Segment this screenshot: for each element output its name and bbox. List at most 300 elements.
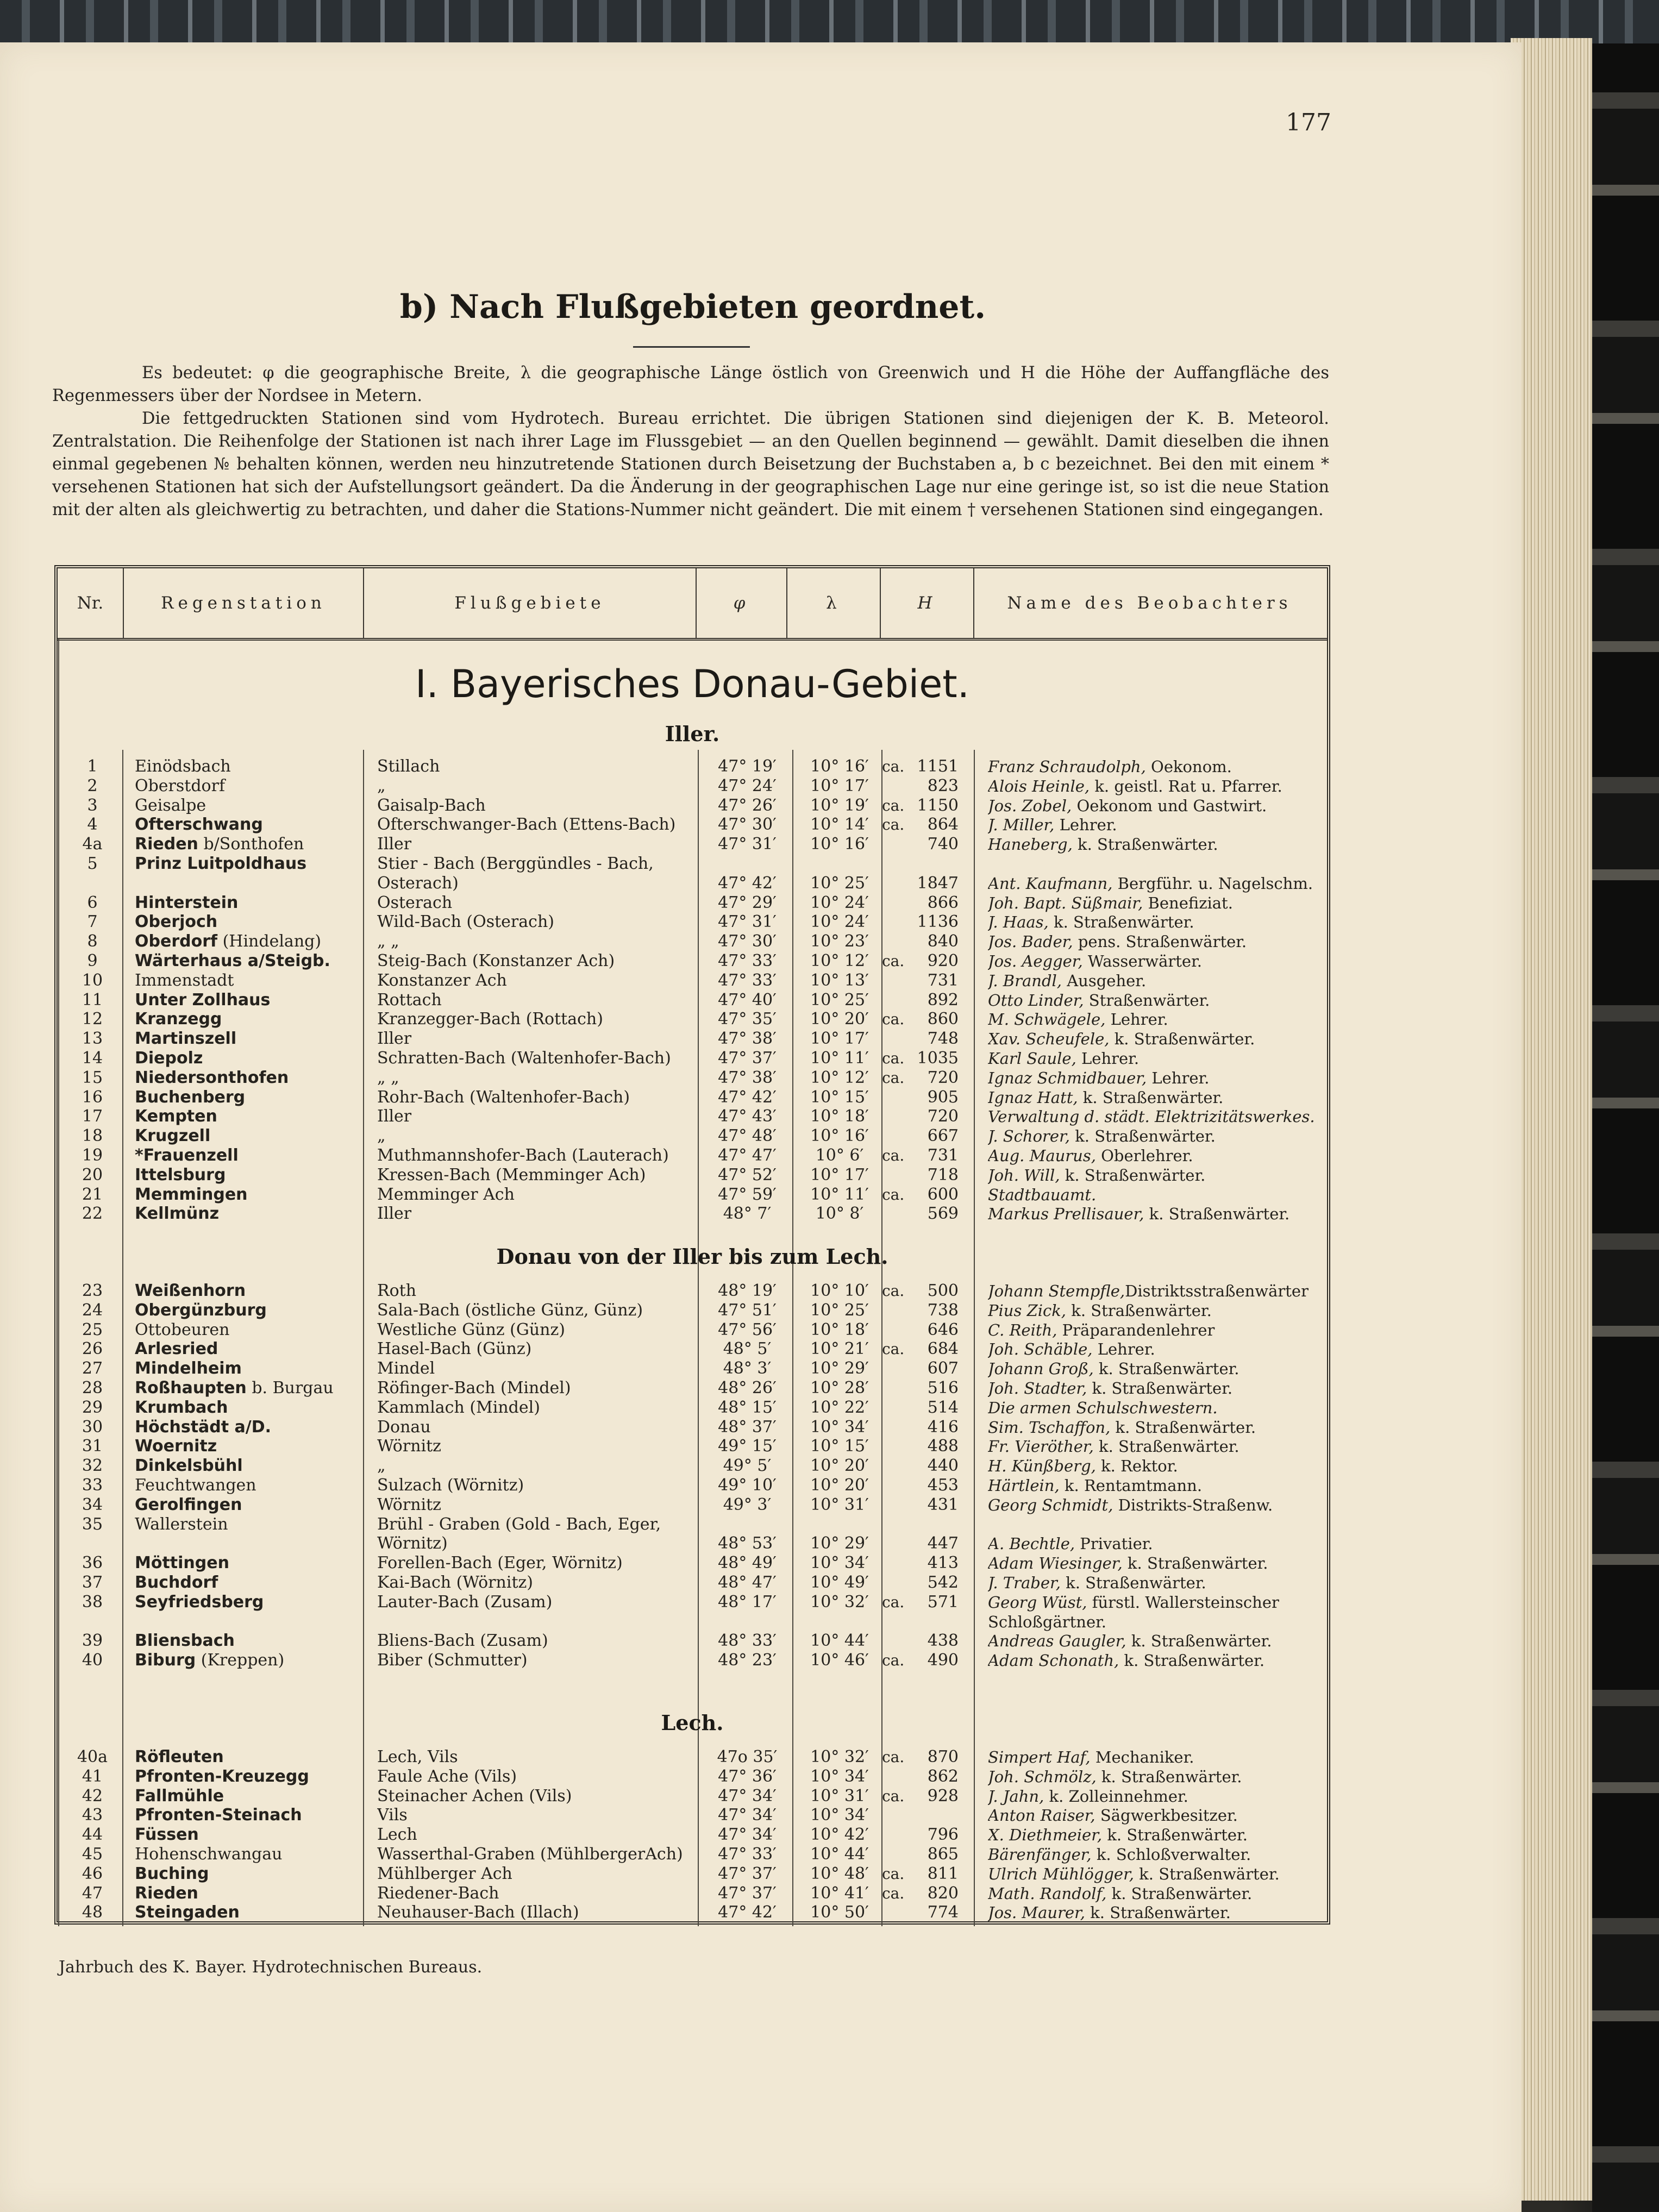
observer	[988, 835, 1336, 854]
station-number: 40a	[77, 1747, 108, 1766]
observer-name: A. Bechtle,	[988, 1534, 1075, 1553]
latitude: 49° 15′	[718, 1437, 777, 1456]
station-name-suffix: b. Burgau	[246, 1378, 334, 1398]
river-basin: Wörnitz)	[377, 1534, 448, 1553]
river-basin: Lech, Vils	[377, 1747, 458, 1766]
table-row	[0, 796, 1326, 816]
station-name-text: Bliensbach	[135, 1631, 235, 1651]
observer	[988, 1534, 1336, 1553]
observer-name: J. Jahn,	[988, 1787, 1044, 1806]
station-name	[135, 893, 363, 913]
observer-role: Oekonom.	[1145, 757, 1232, 776]
observer	[988, 951, 1336, 971]
river-basin: Osterach)	[377, 873, 459, 893]
observer-role: k. Straßenwärter.	[1144, 1205, 1290, 1224]
station-name	[135, 1787, 363, 1806]
table-row	[0, 1146, 1326, 1165]
station-name	[135, 1010, 363, 1029]
height: 1150	[917, 795, 959, 815]
latitude: 49° 10′	[718, 1476, 777, 1495]
height: 490	[927, 1651, 959, 1670]
river-basin: Memminger Ach	[377, 1185, 515, 1204]
observer-name: Otto Linder,	[988, 991, 1084, 1010]
table-row	[0, 991, 1326, 1010]
table-row	[0, 1456, 1326, 1476]
table-row	[0, 1010, 1326, 1029]
table-row	[0, 1418, 1326, 1437]
station-name-text: Gerolfingen	[135, 1495, 242, 1514]
observer-name: X. Diethmeier,	[988, 1826, 1103, 1845]
height: 488	[927, 1437, 959, 1456]
station-name	[135, 1515, 363, 1534]
river-basin: Steig-Bach (Konstanzer Ach)	[377, 951, 615, 970]
height: 892	[927, 990, 959, 1010]
observer	[988, 1359, 1336, 1378]
river-basin: Sulzach (Wörnitz)	[377, 1476, 524, 1495]
station-name-text: Röfleuten	[135, 1747, 224, 1766]
station-name-text: Oberjoch	[135, 912, 218, 932]
station-number: 7	[87, 912, 98, 932]
latitude: 47° 19′	[718, 757, 777, 776]
observer-role: k. Straßenwärter.	[1060, 1165, 1206, 1185]
height: 447	[927, 1534, 959, 1553]
latitude: 47° 34′	[718, 1825, 777, 1845]
station-name	[135, 1281, 363, 1301]
station-name-text: Steingaden	[135, 1903, 240, 1922]
latitude: 48° 3′	[723, 1359, 772, 1378]
latitude: 49° 3′	[723, 1495, 772, 1514]
observer-role: k. Straßenwärter.	[1069, 1127, 1216, 1146]
table-row	[0, 1864, 1326, 1884]
observer	[988, 1146, 1336, 1165]
station-name	[135, 1747, 363, 1767]
latitude: 47° 33′	[718, 1845, 777, 1864]
station-name	[135, 1767, 363, 1787]
height: 864	[927, 815, 959, 835]
height: 500	[927, 1281, 959, 1300]
station-name-text: Wärterhaus a/Steigb.	[135, 951, 330, 970]
observer-role: k. Rektor.	[1095, 1457, 1178, 1476]
station-name	[135, 1107, 363, 1126]
longitude: 10° 29′	[810, 1534, 869, 1553]
station-name-text: *Frauenzell	[135, 1146, 239, 1165]
height: 720	[927, 1068, 959, 1087]
river-basin: Röfinger-Bach (Mindel)	[377, 1378, 571, 1398]
observer	[988, 1593, 1336, 1612]
observer-name: Pius Zick,	[988, 1301, 1067, 1320]
table-row	[0, 1651, 1326, 1670]
height: 646	[927, 1320, 959, 1339]
longitude: 10° 24′	[810, 912, 869, 932]
station-name	[135, 815, 363, 835]
height: 740	[927, 835, 959, 854]
height: 607	[927, 1359, 959, 1378]
height: 516	[927, 1378, 959, 1398]
height: 731	[927, 1146, 959, 1165]
observer-name: Haneberg,	[988, 835, 1073, 854]
river-basin: Iller	[377, 1204, 412, 1224]
observer	[988, 1553, 1336, 1573]
river-basin: Roth	[377, 1281, 417, 1300]
latitude: 47° 24′	[718, 776, 777, 795]
station-name	[135, 1068, 363, 1088]
observer-name: J. Miller,	[988, 816, 1055, 835]
observer-name: Ulrich Mühlögger,	[988, 1864, 1134, 1883]
table-row	[0, 1631, 1326, 1651]
observer-role: Mechaniker.	[1090, 1748, 1194, 1766]
station-number: 45	[82, 1845, 103, 1864]
station-name	[135, 1631, 363, 1651]
latitude: 47° 30′	[718, 815, 777, 835]
height: 774	[927, 1903, 959, 1922]
observer	[988, 1456, 1336, 1476]
observer-name: Fr. Vieröther,	[988, 1437, 1094, 1456]
height: 748	[927, 1029, 959, 1049]
latitude: 47° 35′	[718, 1010, 777, 1029]
longitude: 10° 48′	[810, 1864, 869, 1883]
observer	[988, 1787, 1336, 1806]
latitude: 47° 34′	[718, 1786, 777, 1806]
approx-marker: ca.	[882, 1340, 905, 1358]
observer-name: Andreas Gaugler,	[988, 1632, 1126, 1651]
river-basin: Mindel	[377, 1359, 435, 1378]
station-name	[135, 1593, 363, 1612]
height: 684	[927, 1339, 959, 1359]
station-name	[135, 1359, 363, 1378]
approx-marker: ca.	[882, 952, 905, 970]
river-basin: „ „	[377, 932, 399, 951]
observer-role: k. Straßenwärter.	[1087, 1379, 1233, 1398]
station-number: 12	[82, 1010, 103, 1029]
observer	[988, 1107, 1336, 1126]
table-row	[0, 1281, 1326, 1301]
latitude: 47° 40′	[718, 990, 777, 1010]
station-number: 19	[82, 1146, 103, 1165]
observer	[988, 796, 1336, 816]
river-basin: Forellen-Bach (Eger, Wörnitz)	[377, 1553, 623, 1573]
longitude: 10° 11′	[810, 1049, 869, 1068]
station-name-text: Rieden	[135, 1883, 198, 1903]
longitude: 10° 11′	[810, 1185, 869, 1204]
station-name-text: Oberstdorf	[135, 776, 226, 795]
station-number: 43	[82, 1806, 103, 1825]
station-number: 29	[82, 1398, 103, 1417]
station-name-text: Krumbach	[135, 1398, 228, 1417]
station-number: 9	[87, 951, 98, 970]
heading-rule	[633, 346, 750, 348]
observer-role: k. Straßenwärter.	[1106, 1884, 1253, 1903]
station-name	[135, 1185, 363, 1205]
approx-marker: ca.	[882, 816, 905, 834]
observer-name: Franz Schraudolph,	[988, 757, 1146, 776]
longitude: 10° 31′	[810, 1495, 869, 1514]
height: 1035	[917, 1049, 959, 1068]
longitude: 10° 17′	[810, 1029, 869, 1049]
observer	[988, 1476, 1336, 1495]
height: 416	[927, 1417, 959, 1437]
observer-name: J. Schorer,	[988, 1127, 1070, 1146]
observer-role: Straßenwärter.	[1084, 991, 1210, 1010]
station-name-text: Rieden	[135, 835, 198, 854]
observer-name: Aug. Maurus,	[988, 1146, 1096, 1165]
observer-name: Joh. Will,	[988, 1165, 1060, 1185]
longitude: 10° 46′	[810, 1651, 869, 1670]
table-row	[0, 835, 1326, 854]
latitude: 47° 47′	[718, 1146, 777, 1165]
station-name	[135, 1456, 363, 1476]
station-number: 27	[82, 1359, 103, 1378]
station-name	[135, 1398, 363, 1418]
observer-role: k. Straßenwärter.	[1122, 1554, 1268, 1573]
section-title-iller: Iller.	[665, 722, 720, 746]
observer-role: k. Straßenwärter.	[1066, 1301, 1212, 1320]
height: 1136	[917, 912, 959, 932]
observer	[988, 1204, 1336, 1224]
observer	[988, 1398, 1336, 1418]
station-name-text: Hinterstein	[135, 893, 239, 912]
header-flussgebiet: Flußgebiete	[454, 593, 605, 613]
latitude: 47° 38′	[718, 1029, 777, 1049]
station-number: 18	[82, 1126, 103, 1146]
latitude: 47° 34′	[718, 1806, 777, 1825]
table-row	[0, 1476, 1326, 1495]
latitude: 48° 15′	[718, 1398, 777, 1417]
station-name-text: Ottobeuren	[135, 1320, 230, 1339]
longitude: 10° 16′	[810, 757, 869, 776]
station-name	[135, 1825, 363, 1845]
river-basin: „	[377, 1126, 386, 1146]
longitude: 10° 8′	[815, 1204, 864, 1224]
observer-role: Ausgeher.	[1062, 971, 1147, 990]
observer-name: Simpert Haf,	[988, 1748, 1091, 1766]
longitude: 10° 28′	[810, 1378, 869, 1398]
river-basin: Donau	[377, 1417, 431, 1437]
longitude: 10° 18′	[810, 1107, 869, 1126]
longitude: 10° 17′	[810, 1165, 869, 1185]
latitude: 47° 48′	[718, 1126, 777, 1146]
observer	[988, 1068, 1336, 1088]
station-name	[135, 991, 363, 1010]
station-name-text: Biburg	[135, 1651, 196, 1670]
river-basin: Wild-Bach (Osterach)	[377, 912, 554, 932]
station-name-text: Weißenhorn	[135, 1281, 246, 1300]
latitude: 47° 26′	[718, 795, 777, 815]
latitude: 47° 43′	[718, 1107, 777, 1126]
station-name	[135, 776, 363, 796]
table-row	[0, 1845, 1326, 1864]
station-name-text: Unter Zollhaus	[135, 990, 271, 1010]
longitude: 10° 10′	[810, 1281, 869, 1300]
station-number: 16	[82, 1087, 103, 1107]
station-number: 4	[87, 815, 98, 835]
height: 600	[927, 1185, 959, 1204]
observer	[988, 1806, 1336, 1825]
page-edges	[1511, 38, 1592, 2201]
station-name	[135, 1165, 363, 1185]
height: 569	[927, 1204, 959, 1224]
height: 453	[927, 1476, 959, 1495]
river-basin: Vils	[377, 1806, 408, 1825]
header-phi: φ	[733, 593, 750, 613]
observer	[988, 815, 1336, 835]
observer-role: k. Straßenwärter.	[1126, 1632, 1272, 1651]
observer-role: Distriktsstraßenwärter	[1125, 1282, 1309, 1300]
longitude: 10° 25′	[810, 873, 869, 893]
table-row	[0, 932, 1326, 951]
station-number: 6	[87, 893, 98, 912]
longitude: 10° 12′	[810, 951, 869, 970]
height: 431	[927, 1495, 959, 1514]
station-name	[135, 932, 363, 951]
station-number: 47	[82, 1883, 103, 1903]
station-name-text: Martinszell	[135, 1029, 237, 1049]
station-name-text: Höchstädt a/D.	[135, 1417, 272, 1437]
observer	[988, 757, 1336, 776]
station-number: 25	[82, 1320, 103, 1339]
station-number: 17	[82, 1107, 103, 1126]
latitude: 48° 5′	[723, 1339, 772, 1359]
station-number: 38	[82, 1592, 103, 1612]
longitude: 10° 32′	[810, 1592, 869, 1612]
book-cover-top	[0, 0, 1659, 43]
approx-marker: ca.	[882, 757, 905, 775]
observer-role: pens. Straßenwärter.	[1073, 932, 1247, 951]
station-number: 34	[82, 1495, 103, 1514]
observer	[988, 776, 1336, 796]
header-rule	[58, 638, 1327, 641]
river-basin: „	[377, 1456, 386, 1476]
observer-role: k. Schloßverwalter.	[1091, 1845, 1251, 1864]
longitude: 10° 42′	[810, 1825, 869, 1845]
station-name	[135, 1339, 363, 1359]
observer	[988, 991, 1336, 1010]
station-name-suffix: (Hindelang)	[217, 932, 322, 951]
observer-role: k. Straßenwärter.	[1093, 1437, 1239, 1456]
longitude: 10° 34′	[810, 1553, 869, 1573]
observer	[988, 1767, 1336, 1787]
observer-name: Jos. Maurer,	[988, 1903, 1085, 1922]
longitude: 10° 6′	[815, 1146, 864, 1165]
height: 862	[927, 1766, 959, 1786]
station-number: 10	[82, 970, 103, 990]
longitude: 10° 49′	[810, 1573, 869, 1592]
river-basin: Osterach	[377, 893, 453, 912]
river-basin: Rottach	[377, 990, 442, 1010]
observer-role: Privatier.	[1075, 1534, 1153, 1553]
table-row	[0, 874, 1326, 893]
station-name-text: Woernitz	[135, 1437, 217, 1456]
table-row	[0, 1320, 1326, 1340]
table-row	[0, 1495, 1326, 1515]
station-name-text: Kellmünz	[135, 1204, 220, 1224]
station-name-text: Memmingen	[135, 1185, 248, 1204]
station-number: 5	[87, 854, 98, 873]
station-name	[135, 835, 363, 854]
station-name	[135, 757, 363, 776]
height: 514	[927, 1398, 959, 1417]
longitude: 10° 19′	[810, 795, 869, 815]
river-basin: Wasserthal-Graben (MühlbergerAch)	[377, 1845, 683, 1864]
river-basin: Riedener-Bach	[377, 1883, 499, 1903]
table-row	[0, 1767, 1326, 1787]
river-basin: Ofterschwanger-Bach (Ettens-Bach)	[377, 815, 676, 835]
observer	[988, 1049, 1336, 1068]
station-name-text: Geisalpe	[135, 795, 206, 815]
table-row	[0, 757, 1326, 776]
station-name-text: Buchdorf	[135, 1573, 218, 1592]
latitude: 47° 30′	[718, 932, 777, 951]
latitude: 47° 51′	[718, 1300, 777, 1320]
station-name-text: Ofterschwang	[135, 815, 263, 835]
latitude: 47° 29′	[718, 893, 777, 912]
observer	[988, 1825, 1336, 1845]
height: 720	[927, 1107, 959, 1126]
observer	[988, 1281, 1336, 1301]
observer-role: Bergführ. u. Nagelschm.	[1112, 874, 1313, 893]
observer	[988, 1320, 1336, 1340]
observer	[988, 893, 1336, 913]
table-row	[0, 776, 1326, 796]
observer-role: Lehrer.	[1076, 1049, 1140, 1068]
station-name-text: Immenstadt	[135, 970, 234, 990]
observer	[988, 1126, 1336, 1146]
height: 920	[927, 951, 959, 970]
table-row	[0, 1437, 1326, 1456]
station-name	[135, 1845, 363, 1864]
observer	[988, 1339, 1336, 1359]
observer-name: Johann Stempfle,	[988, 1282, 1125, 1300]
station-name	[135, 1884, 363, 1903]
river-basin: Sala-Bach (östliche Günz, Günz)	[377, 1300, 643, 1320]
station-name	[135, 1651, 363, 1670]
river-basin: Bliens-Bach (Zusam)	[377, 1631, 548, 1651]
table-row	[0, 971, 1326, 991]
latitude: 47° 42′	[718, 1903, 777, 1922]
station-number: 15	[82, 1068, 103, 1087]
longitude: 10° 41′	[810, 1883, 869, 1903]
station-name-text: Pfronten-Kreuzegg	[135, 1766, 309, 1786]
table-row	[0, 1049, 1326, 1068]
longitude: 10° 44′	[810, 1845, 869, 1864]
table-row	[0, 1903, 1326, 1922]
approx-marker: ca.	[882, 1146, 905, 1164]
table-row	[0, 1573, 1326, 1593]
station-name	[135, 1903, 363, 1922]
observer-role: k. Straßenwärter.	[1102, 1826, 1248, 1845]
station-name-text: Ittelsburg	[135, 1165, 226, 1185]
section-title-lech: Lech.	[661, 1710, 724, 1735]
approx-marker: ca.	[882, 796, 905, 814]
observer-name: Karl Saule,	[988, 1049, 1076, 1068]
observer-role: k. Straßenwärter.	[1110, 1418, 1256, 1437]
latitude: 47° 31′	[718, 835, 777, 854]
observer-name: J. Haas,	[988, 913, 1049, 932]
height: 440	[927, 1456, 959, 1476]
observer-name: Joh. Stadter,	[988, 1379, 1087, 1398]
observer-role: Präparandenlehrer	[1057, 1320, 1215, 1339]
station-number: 26	[82, 1339, 103, 1359]
table-row	[0, 815, 1326, 835]
approx-marker: ca.	[882, 1593, 905, 1611]
river-basin: Kammlach (Mindel)	[377, 1398, 540, 1417]
table-row	[0, 1088, 1326, 1107]
observer-role: k. Straßenwärter.	[1078, 1088, 1224, 1107]
station-name	[135, 912, 363, 932]
table-row	[0, 951, 1326, 971]
longitude: 10° 13′	[810, 970, 869, 990]
observer	[988, 1631, 1336, 1651]
longitude: 10° 32′	[810, 1747, 869, 1766]
